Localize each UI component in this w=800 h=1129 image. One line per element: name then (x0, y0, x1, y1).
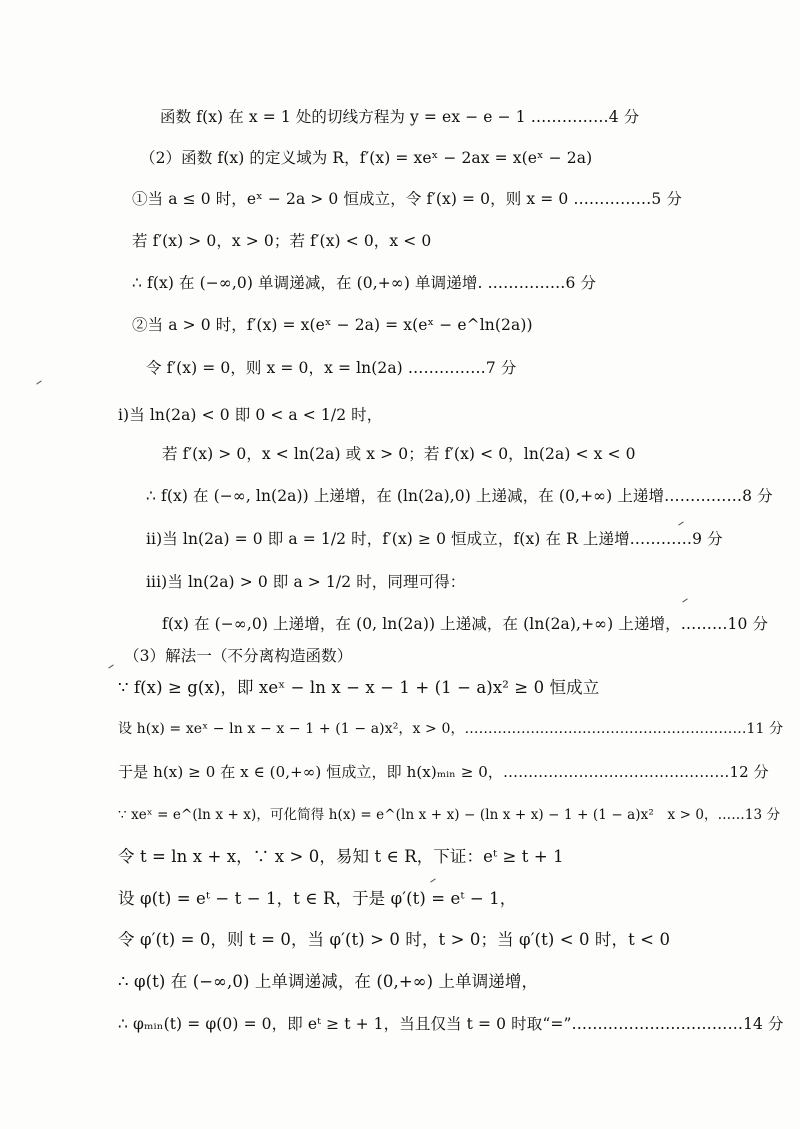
scan-speck (430, 878, 435, 882)
text-line-5: ∴ f(x) 在 (−∞,0) 单调递减，在 (0,+∞) 单调递增. ……………6 分 (132, 274, 597, 292)
text-line-11: ii)当 ln(2a) = 0 即 a = 1/2 时，f′(x) ≥ 0 恒成立，f(x) 在 R 上递增…………9 分 (146, 530, 723, 548)
text-line-1: 函数 f(x) 在 x = 1 处的切线方程为 y = ex − e − 1 ……………4 分 (160, 108, 640, 126)
text-line-23: ∴ φₘᵢₙ(t) = φ(0) = 0，即 eᵗ ≥ t + 1，当且仅当 t = 0 时取“=”……………………………14 分 (118, 1015, 784, 1033)
text-line-12: iii)当 ln(2a) > 0 即 a > 1/2 时，同理可得： (146, 573, 466, 591)
text-line-9: 若 f′(x) > 0，x < ln(2a) 或 x > 0；若 f′(x) < 0，ln(2a) < x < 0 (162, 445, 636, 463)
text-line-15: ∵ f(x) ≥ g(x)，即 xeˣ − ln x − x − 1 + (1 − a)x² ≥ 0 恒成立 (118, 678, 600, 697)
scan-speck (36, 380, 41, 384)
text-line-3: ①当 a ≤ 0 时，eˣ − 2a > 0 恒成立，令 f′(x) = 0，则 x = 0 ……………5 分 (132, 190, 682, 208)
text-line-16: 设 h(x) = xeˣ − ln x − x − 1 + (1 − a)x²，x > 0，……………………………………………………11 分 (118, 721, 784, 737)
text-line-17: 于是 h(x) ≥ 0 在 x ∈ (0,+∞) 恒成立，即 h(x)ₘᵢₙ ≥ 0，………………………………………12 分 (118, 763, 769, 781)
text-line-14: （3）解法一（不分离构造函数） (124, 647, 353, 665)
text-line-6: ②当 a > 0 时，f′(x) = x(eˣ − 2a) = x(eˣ − e^ln(2a)) (132, 316, 533, 334)
text-line-20: 设 φ(t) = eᵗ − t − 1，t ∈ R，于是 φ′(t) = eᵗ − 1， (118, 889, 517, 908)
text-line-19: 令 t = ln x + x，∵ x > 0，易知 t ∈ R，下证：eᵗ ≥ t + 1 (118, 847, 564, 866)
text-line-22: ∴ φ(t) 在 (−∞,0) 上单调递减，在 (0,+∞) 上单调递增， (118, 972, 539, 991)
text-line-2: （2）函数 f(x) 的定义域为 R，f′(x) = xeˣ − 2ax = x(eˣ − 2a) (140, 149, 593, 167)
text-line-8: i)当 ln(2a) < 0 即 0 < a < 1/2 时， (118, 406, 383, 424)
text-line-10: ∴ f(x) 在 (−∞, ln(2a)) 上递增，在 (ln(2a),0) 上递减，在 (0,+∞) 上递增……………8 分 (146, 487, 773, 505)
scan-speck (678, 521, 683, 525)
text-line-21: 令 φ′(t) = 0，则 t = 0，当 φ′(t) > 0 时，t > 0；当 φ′(t) < 0 时，t < 0 (118, 930, 671, 949)
text-line-7: 令 f′(x) = 0，则 x = 0，x = ln(2a) ……………7 分 (146, 359, 517, 377)
text-line-13: f(x) 在 (−∞,0) 上递增，在 (0, ln(2a)) 上递减，在 (ln(2a),+∞) 上递增，………10 分 (162, 615, 769, 633)
text-line-18: ∵ xeˣ = e^(ln x + x)，可化简得 h(x) = e^(ln x + x) − (ln x + x) − 1 + (1 − a)x² x > 0，……13 分 (118, 807, 781, 823)
scan-speck (108, 664, 113, 668)
scan-speck (682, 598, 687, 602)
text-line-4: 若 f′(x) > 0，x > 0；若 f′(x) < 0，x < 0 (132, 232, 432, 250)
